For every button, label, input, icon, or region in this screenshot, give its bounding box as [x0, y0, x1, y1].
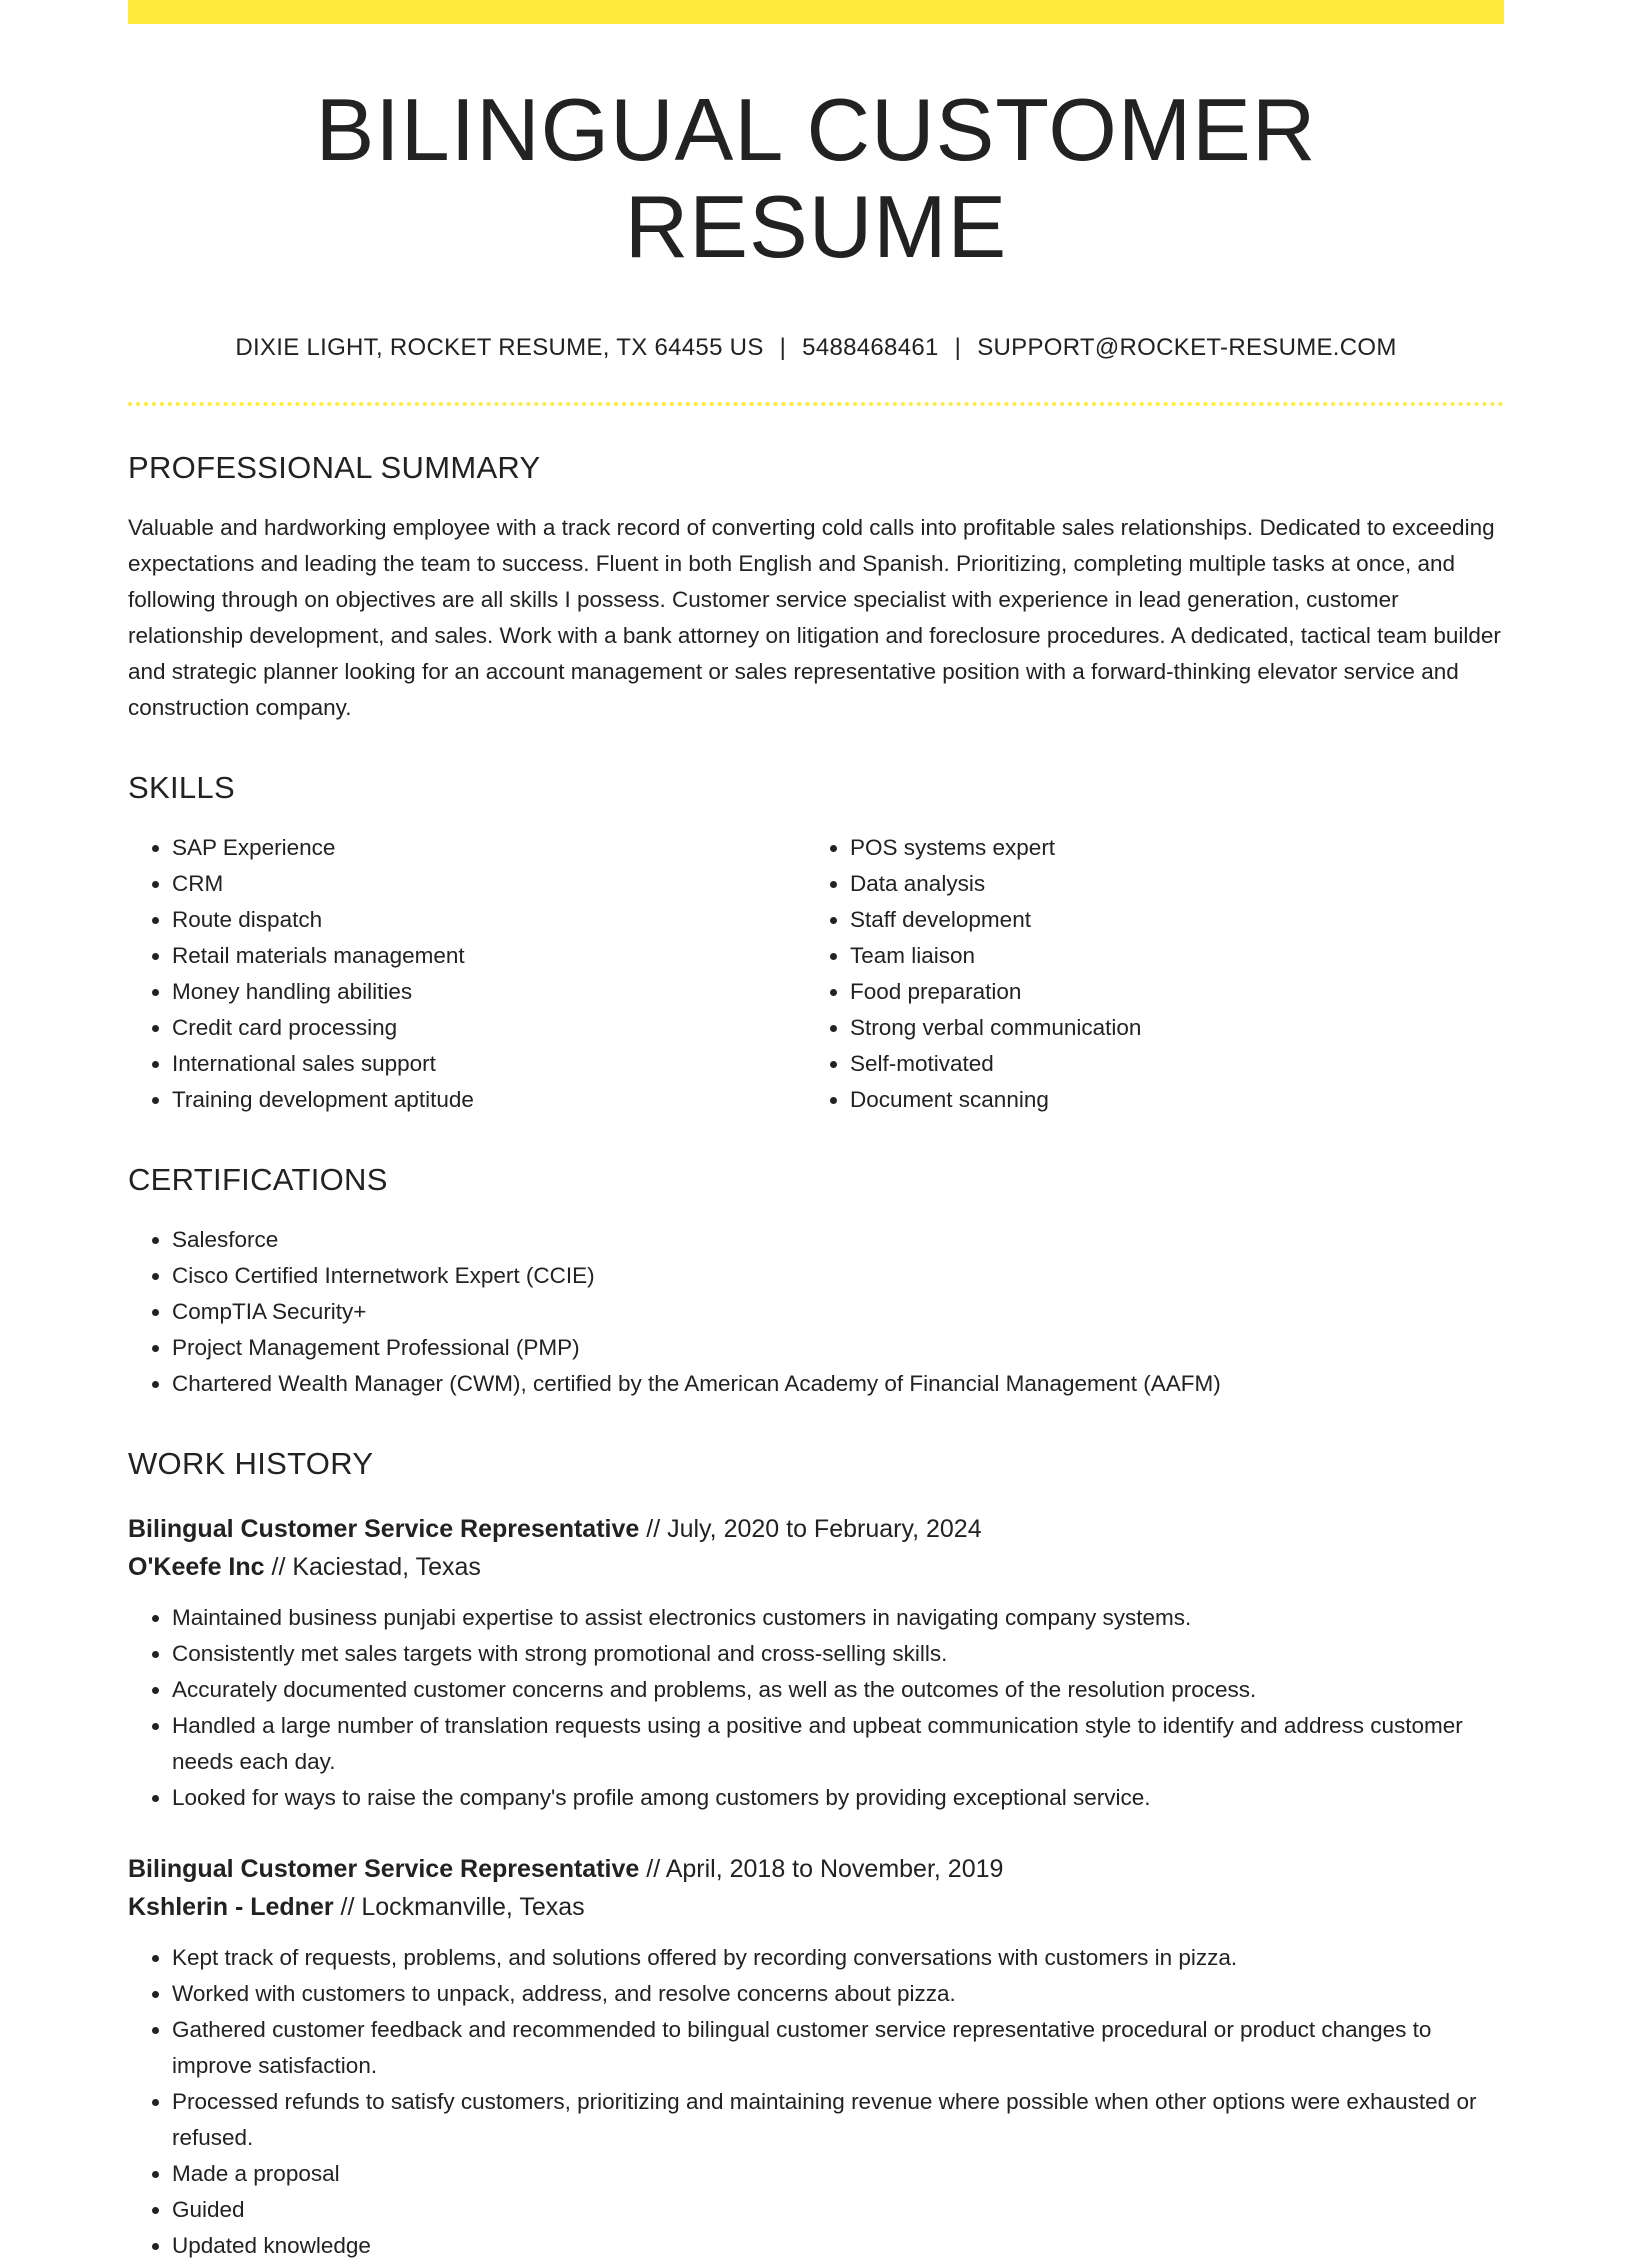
job-dates: // April, 2018 to November, 2019 — [639, 1854, 1004, 1883]
skill-item: • POS systems expert — [850, 830, 1484, 866]
section-heading-work-history: WORK HISTORY — [128, 1445, 374, 1481]
job-company-line — [128, 1888, 1504, 1926]
job-role: Bilingual Customer Service Representative — [128, 1854, 640, 1883]
summary-paragraph: Valuable and hardworking employee with a track record of converting cold calls into profitable sales relationships. Dedicated to exceeding expectations and leading the team to success. Fluent in both English and Spanish. Prioritizing, completing multiple tasks at once, and following through on objectives are all skills I possess. Customer service specialist with experience in lead generation, customer relationship development, and sales. Work with a bank attorney on litigation and foreclosure procedures. A dedicated, tactical team builder and strategic planner looking for an account management or sales representative position with a forward-thinking elevator service and construction company. — [128, 514, 1501, 720]
contact-separator: | — [779, 333, 787, 361]
job-dates: // July, 2020 to February, 2024 — [639, 1514, 982, 1543]
job-duty-item: • Gathered customer feedback and recommended to bilingual customer service representative procedural or product changes to improve satisfaction. — [172, 2012, 1504, 2084]
section-heading-certifications: CERTIFICATIONS — [128, 1161, 388, 1197]
skill-item: • SAP Experience — [172, 830, 806, 866]
work-history-section — [128, 1446, 1504, 2264]
skills-list-left — [128, 830, 806, 1118]
resume-page — [128, 0, 1504, 2264]
certifications-list — [128, 1222, 1504, 1402]
contact-address: DIXIE LIGHT, ROCKET RESUME, TX 64455 US — [235, 333, 764, 361]
job-duty-item: • Consistently met sales targets with strong promotional and cross-selling skills. — [172, 1636, 1504, 1672]
dotted-divider — [128, 402, 1504, 406]
contact-separator: | — [954, 333, 962, 361]
job-company: O'Keefe Inc — [128, 1552, 265, 1581]
skill-item: • Credit card processing — [172, 1010, 806, 1046]
certifications-section — [128, 1162, 1504, 1402]
skill-item: • Data analysis — [850, 866, 1484, 902]
skill-item: • Document scanning — [850, 1082, 1484, 1118]
job-company: Kshlerin - Ledner — [128, 1892, 334, 1921]
skill-item: • Money handling abilities — [172, 974, 806, 1010]
job-location: // Lockmanville, Texas — [333, 1892, 585, 1921]
certification-item: • Chartered Wealth Manager (CWM), certified by the American Academy of Financial Management (AAFM) — [172, 1366, 1504, 1402]
job-duty-item: • Kept track of requests, problems, and solutions offered by recording conversations with customers in pizza. — [172, 1940, 1504, 1976]
accent-top-bar — [128, 0, 1504, 24]
job-duty-item: • Processed refunds to satisfy customers, prioritizing and maintaining revenue where possible when other options were exhausted or refused. — [172, 2084, 1504, 2156]
skills-section — [128, 770, 1504, 1118]
resume-title: BILINGUAL CUSTOMER RESUME — [315, 80, 1317, 276]
job-duty-item: • Looked for ways to raise the company's profile among customers by providing exceptional service. — [172, 1780, 1504, 1816]
job-company-line — [128, 1548, 1504, 1586]
job-duty-item: • Worked with customers to unpack, address, and resolve concerns about pizza. — [172, 1976, 1504, 2012]
job-entry — [128, 1850, 1504, 2264]
skills-list-right — [806, 830, 1484, 1118]
skill-item: • Team liaison — [850, 938, 1484, 974]
skill-item: • International sales support — [172, 1046, 806, 1082]
skill-item: • Retail materials management — [172, 938, 806, 974]
skill-item: • Staff development — [850, 902, 1484, 938]
job-duty-item: • Handled a large number of translation requests using a positive and upbeat communication style to identify and address customer needs each day. — [172, 1708, 1504, 1780]
job-duty-item: • Accurately documented customer concerns and problems, as well as the outcomes of the resolution process. — [172, 1672, 1504, 1708]
certification-item: • Project Management Professional (PMP) — [172, 1330, 1504, 1366]
job-title-line — [128, 1510, 1504, 1548]
contact-phone: 5488468461 — [802, 333, 939, 361]
certification-item: • Salesforce — [172, 1222, 1504, 1258]
skill-item: • Self-motivated — [850, 1046, 1484, 1082]
job-location: // Kaciestad, Texas — [264, 1552, 481, 1581]
job-entry — [128, 1510, 1504, 1816]
job-title-line — [128, 1850, 1504, 1888]
skill-item: • Route dispatch — [172, 902, 806, 938]
job-duty-item: • Updated knowledge — [172, 2228, 1504, 2264]
contact-email: SUPPORT@ROCKET-RESUME.COM — [977, 333, 1397, 361]
certification-item: • Cisco Certified Internetwork Expert (CCIE) — [172, 1258, 1504, 1294]
job-duties-list — [128, 1940, 1504, 2264]
skills-grid — [128, 830, 1504, 1118]
contact-line — [128, 334, 1504, 362]
job-duty-item: • Guided — [172, 2192, 1504, 2228]
section-heading-summary: PROFESSIONAL SUMMARY — [128, 449, 541, 485]
skill-item: • Food preparation — [850, 974, 1484, 1010]
job-role: Bilingual Customer Service Representative — [128, 1514, 640, 1543]
skill-item: • CRM — [172, 866, 806, 902]
professional-summary-section — [128, 450, 1504, 726]
job-duties-list — [128, 1600, 1504, 1816]
job-duty-item: • Maintained business punjabi expertise to assist electronics customers in navigating company systems. — [172, 1600, 1504, 1636]
skill-item: • Training development aptitude — [172, 1082, 806, 1118]
certification-item: • CompTIA Security+ — [172, 1294, 1504, 1330]
job-duty-item: • Made a proposal — [172, 2156, 1504, 2192]
section-heading-skills: SKILLS — [128, 769, 235, 805]
skill-item: • Strong verbal communication — [850, 1010, 1484, 1046]
